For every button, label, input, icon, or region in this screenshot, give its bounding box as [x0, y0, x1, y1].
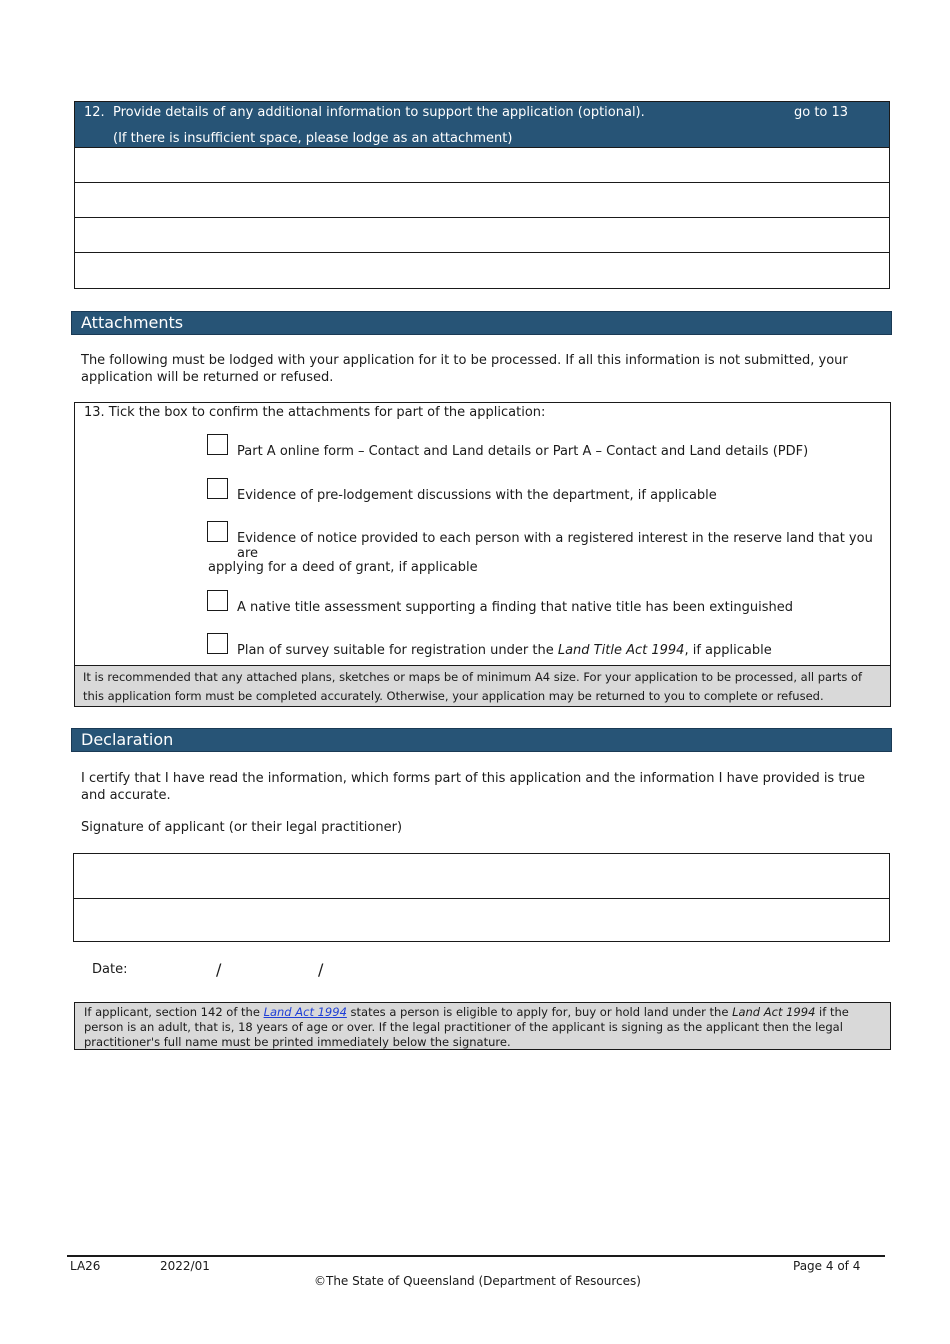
- date-separator-1: /: [216, 960, 222, 979]
- date-day-field[interactable]: [132, 958, 212, 980]
- page-number: Page 4 of 4: [793, 1259, 861, 1273]
- question-12-title: 12. Provide details of any additional information to support the application (optional).: [84, 105, 645, 120]
- declaration-certify-text: I certify that I have read the information, which forms part of this application and the information I have provided is true and accurate.: [81, 771, 866, 803]
- date-year-field[interactable]: [332, 958, 422, 980]
- option-plan-of-survey: Plan of survey suitable for registration under the Land Title Act 1994, if applicable: [237, 643, 772, 658]
- option-part-a: Part A online form – Contact and Land details or Part A – Contact and Land details (PDF): [237, 444, 809, 459]
- checkbox-notice-evidence[interactable]: [207, 521, 228, 542]
- goto-13-label: go to 13: [794, 105, 849, 120]
- checkbox-pre-lodgement[interactable]: [207, 478, 228, 499]
- attachments-note: It is recommended that any attached plans, sketches or maps be of minimum A4 size. For your application to be processed, all parts of this application form must be completed accurately. Otherwise, your application may be returned to you to complete or refused.: [75, 665, 890, 706]
- signature-box[interactable]: [73, 853, 890, 942]
- question-13-label: 13. Tick the box to confirm the attachments for part of the application:: [84, 405, 546, 420]
- question-12-subtitle: (If there is insufficient space, please lodge as an attachment): [113, 131, 513, 146]
- attachments-intro: The following must be lodged with your application for it to be processed. If all this information is not submitted, your application will be returned or refused.: [81, 353, 848, 385]
- question-12-table: [74, 101, 890, 289]
- form-code: LA26: [70, 1259, 101, 1273]
- question-12-header: [75, 102, 889, 147]
- form-version: 2022/01: [160, 1259, 210, 1273]
- date-separator-2: /: [318, 960, 324, 979]
- signature-label: Signature of applicant (or their legal practitioner): [81, 820, 403, 835]
- signature-divider: [74, 898, 889, 899]
- checkbox-native-title[interactable]: [207, 590, 228, 611]
- land-act-link[interactable]: Land Act 1994: [263, 1005, 347, 1019]
- date-label: Date:: [92, 962, 128, 977]
- additional-info-line-1[interactable]: [75, 147, 889, 182]
- additional-info-line-2[interactable]: [75, 182, 889, 217]
- option-pre-lodgement: Evidence of pre-lodgement discussions with the department, if applicable: [237, 488, 717, 503]
- attachments-heading-bar: [71, 311, 892, 335]
- attachments-heading: Attachments: [81, 313, 184, 332]
- footer-rule: [67, 1255, 885, 1257]
- date-month-field[interactable]: [230, 958, 314, 980]
- copyright: ©The State of Queensland (Department of Resources): [314, 1274, 641, 1288]
- option-notice-evidence: Evidence of notice provided to each person with a registered interest in the reserve land that you are: [237, 531, 873, 561]
- checkbox-part-a[interactable]: [207, 434, 228, 455]
- additional-info-line-4[interactable]: [75, 252, 889, 288]
- option-notice-evidence-continued: applying for a deed of grant, if applicable: [208, 560, 478, 575]
- checkbox-plan-of-survey[interactable]: [207, 633, 228, 654]
- question-13-box: [74, 402, 891, 707]
- option-native-title: A native title assessment supporting a finding that native title has been extinguished: [237, 600, 793, 615]
- declaration-heading-bar: [71, 728, 892, 752]
- additional-info-line-3[interactable]: [75, 217, 889, 252]
- declaration-heading: Declaration: [81, 730, 174, 749]
- eligibility-note: If applicant, section 142 of the Land Act 1994 states a person is eligible to apply for, buy or hold land under the Land Act 1994 if the person is an adult, that is, 18 years of age or over. If the legal practitioner of the applicant is signing as the applicant then the legal practitioner's full name must be printed immediately below the signature.: [74, 1002, 891, 1050]
- land-title-act-ref: Land Title Act 1994: [557, 643, 685, 658]
